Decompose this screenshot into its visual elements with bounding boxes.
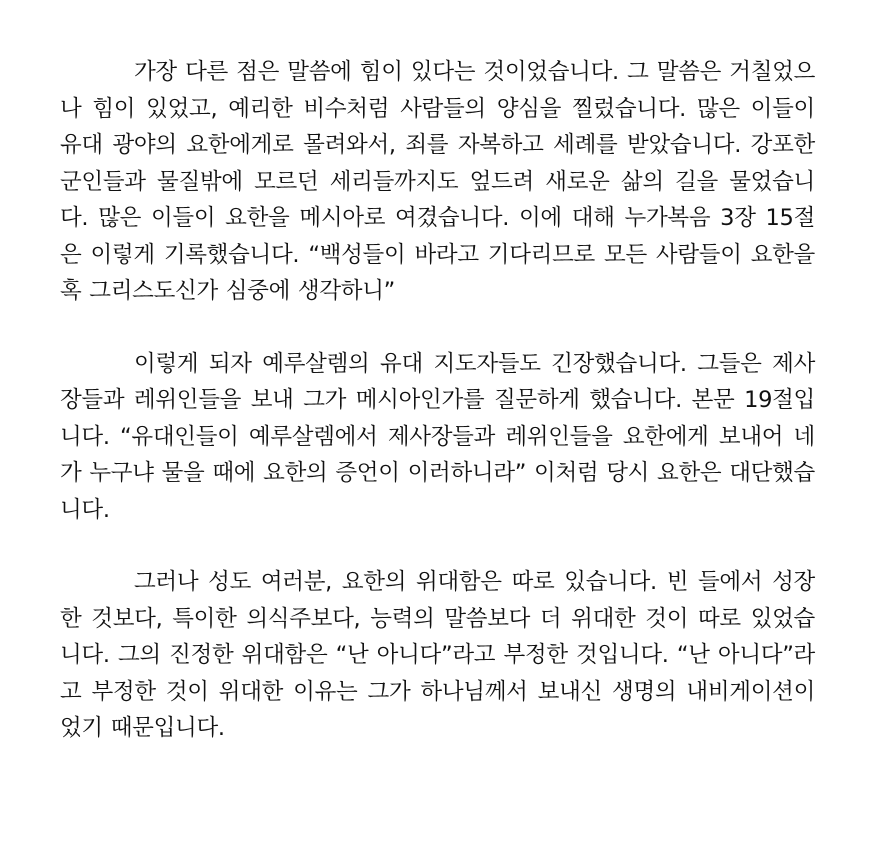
paragraph-3: 그러나 성도 여러분, 요한의 위대함은 따로 있습니다. 빈 들에서 성장한 것보다, 특이한 의식주보다, 능력의 말씀보다 더 위대한 것이 따로 있었습니다. 그의 진정한 위대함은 “난 아니다”라고 부정한 것입니다. “난 아니다”라고 부정한 것이 위대한 이유는 그가 하나님께서 보내신 생명의 내비게이션이었기 때문입니다. xyxy=(60,569,815,741)
paragraph-2: 이렇게 되자 예루살렘의 유대 지도자들도 긴장했습니다. 그들은 제사장들과 레위인들을 보내 그가 메시아인가를 질문하게 했습니다. 본문 19절입니다. “유대인들이 예루살렘에서 제사장들과 레위인들을 요한에게 보내어 네가 누구냐 물을 때에 요한의 증언이 이러하니라” 이처럼 당시 요한은 대단했습니다. xyxy=(60,350,815,523)
paragraph-1: 가장 다른 점은 말씀에 힘이 있다는 것이었습니다. 그 말씀은 거칠었으나 힘이 있었고, 예리한 비수처럼 사람들의 양심을 찔렀습니다. 많은 이들이 유대 광야의 요한에게로 몰려와서, 죄를 자복하고 세례를 받았습니다. 강포한 군인들과 물질밖에 모르던 세리들까지도 엎드려 새로운 삶의 길을 물었습니다. 많은 이들이 요한을 메시아로 여겼습니다. 이에 대해 누가복음 3장 15절은 이렇게 기록했습니다. “백성들이 바라고 기다리므로 모든 사람들이 요한을 혹 그리스도신가 심중에 생각하니” xyxy=(60,59,815,304)
